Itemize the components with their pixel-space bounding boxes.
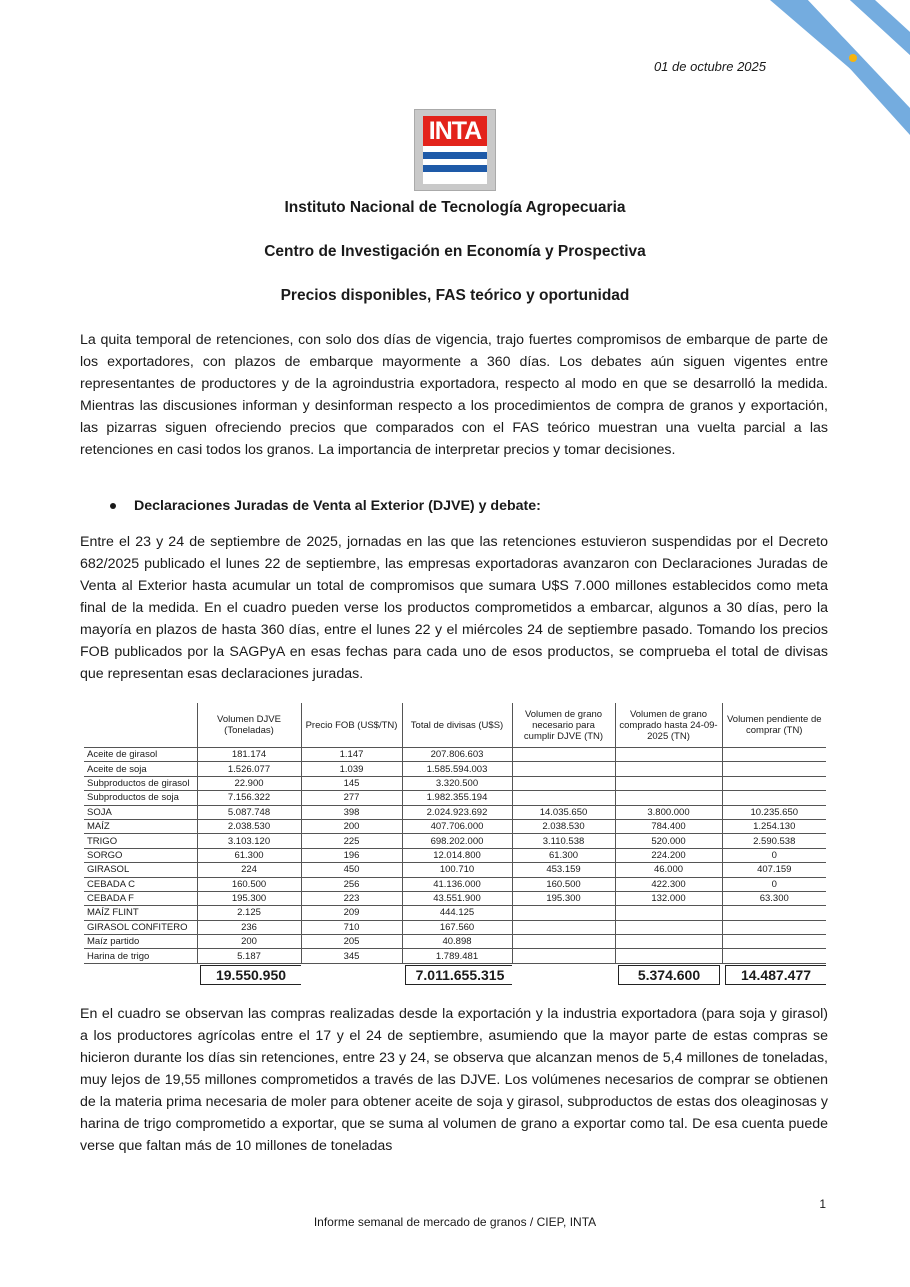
table-cell: [512, 920, 615, 934]
logo-text: INTA: [423, 116, 487, 146]
table-cell: 1.039: [301, 762, 402, 776]
table-cell: 196: [301, 848, 402, 862]
table-cell: [722, 776, 826, 790]
table-cell: [722, 748, 826, 762]
table-cell: 14.035.650: [512, 805, 615, 819]
table-cell: 422.300: [615, 877, 722, 891]
table-cell: 398: [301, 805, 402, 819]
table-cell: [512, 935, 615, 949]
table-cell: 132.000: [615, 891, 722, 905]
table-cell: [512, 949, 615, 963]
table-cell: [512, 776, 615, 790]
center-title: Centro de Investigación en Economía y Prospectiva: [264, 243, 646, 260]
row-label: GIRASOL: [84, 863, 197, 877]
table-cell: 5.187: [197, 949, 301, 963]
row-label: MAÍZ FLINT: [84, 906, 197, 920]
page-number: 1: [819, 1197, 826, 1211]
table-cell: 100.710: [402, 863, 512, 877]
table-row: [84, 834, 826, 848]
table-cell: [615, 791, 722, 805]
table-row: [84, 863, 826, 877]
table-cell: 3.103.120: [197, 834, 301, 848]
table-cell: 40.898: [402, 935, 512, 949]
table-cell: 2.590.538: [722, 834, 826, 848]
table-cell: 205: [301, 935, 402, 949]
row-label: SOJA: [84, 805, 197, 819]
report-date: 01 de octubre 2025: [653, 59, 766, 74]
table-row: [84, 776, 826, 790]
table-cell: [615, 748, 722, 762]
row-label: Harina de trigo: [84, 949, 197, 963]
table-cell: [722, 762, 826, 776]
table-cell: [722, 949, 826, 963]
row-label: Subproductos de girasol: [84, 776, 197, 790]
header-cell: Precio FOB (US$/TN): [301, 703, 402, 748]
header-cell: Total de divisas (U$S): [402, 703, 512, 748]
table-cell: 10.235.650: [722, 805, 826, 819]
table-row: [84, 805, 826, 819]
totals-row: [84, 963, 826, 986]
table-cell: [615, 920, 722, 934]
table-cell: 224: [197, 863, 301, 877]
total-volume: 19.550.950: [200, 965, 301, 985]
table-cell: 41.136.000: [402, 877, 512, 891]
row-label: SORGO: [84, 848, 197, 862]
total-pending: 14.487.477: [725, 965, 826, 985]
section-bullet: [110, 498, 541, 514]
table-cell: [615, 906, 722, 920]
table-cell: 167.560: [402, 920, 512, 934]
table-cell: [512, 762, 615, 776]
table-cell: 236: [197, 920, 301, 934]
table-cell: [615, 935, 722, 949]
row-label: Aceite de soja: [84, 762, 197, 776]
table-cell: [615, 776, 722, 790]
header-cell: Volumen DJVE (Toneladas): [197, 703, 301, 748]
table-cell: 224.200: [615, 848, 722, 862]
table-row: [84, 819, 826, 833]
table-cell: 209: [301, 906, 402, 920]
table-cell: 2.038.530: [197, 819, 301, 833]
table-cell: 520.000: [615, 834, 722, 848]
table-cell: [615, 949, 722, 963]
table-cell: 223: [301, 891, 402, 905]
table-cell: 145: [301, 776, 402, 790]
table-cell: 12.014.800: [402, 848, 512, 862]
table-cell: 200: [301, 819, 402, 833]
header-cell: Volumen pendiente de comprar (TN): [722, 703, 826, 748]
table-cell: [512, 906, 615, 920]
table-cell: [722, 920, 826, 934]
header-cell: Volumen de grano comprado hasta 24-09-2025 (TN): [615, 703, 722, 748]
header-cell: Volumen de grano necesario para cumplir DJVE (TN): [512, 703, 615, 748]
djve-paragraph: Entre el 23 y 24 de septiembre de 2025, jornadas en las que las retenciones estuvieron suspendidas por el Decreto 682/2025 publicado el lunes 22 de septiembre, las empresas exportadoras avanzaron con Declaraciones Juradas de Venta al Exterior hasta acumular un total de compromisos que sumara U$S 7.000 millones establecidos como meta final de la medida. En el cuadro pueden verse los productos comprometidos a embarcar, algunos a 30 días, pero la mayoría en plazos de hasta 360 días, entre el lunes 22 y el miércoles 24 de septiembre pasado. Tomando los precios FOB publicados por la SAGPyA en esas fechas para cada uno de esos productos, se comprueba el total de divisas que representan esas declaraciones juradas.: [80, 534, 828, 682]
table-cell: 3.320.500: [402, 776, 512, 790]
page-footer: Informe semanal de mercado de granos / CIEP, INTA: [313, 1215, 597, 1229]
table-cell: 710: [301, 920, 402, 934]
argentina-flag-ribbon: [760, 0, 910, 160]
table-row: [84, 935, 826, 949]
table-cell: 5.087.748: [197, 805, 301, 819]
table-cell: 2.024.923.692: [402, 805, 512, 819]
intro-paragraph: La quita temporal de retenciones, con solo dos días de vigencia, trajo fuertes compromisos de embarque de parte de los exportadores, con plazos de embarque mayormente a 360 días. Los debates aún siguen vigentes entre representantes de productores y de la agroindustria exportadora, respecto al modo en que se desarrolló la medida. Mientras las discusiones informan y desinforman respecto a los procedimientos de compra de granos y exportación, las pizarras siguen ofreciendo precios que comparados con el FAS teórico muestran una vuelta parcial a las retenciones en casi todos los granos. La importancia de interpretar precios y tomar decisiones.: [80, 332, 828, 458]
table-cell: 1.526.077: [197, 762, 301, 776]
total-bought: 5.374.600: [618, 965, 720, 985]
row-label: GIRASOL CONFITERO: [84, 920, 197, 934]
table-row: [84, 920, 826, 934]
djve-table: [84, 703, 826, 986]
table-row: [84, 949, 826, 963]
table-cell: 46.000: [615, 863, 722, 877]
institute-title: Instituto Nacional de Tecnología Agropecuaria: [284, 199, 626, 216]
analysis-paragraph: En el cuadro se observan las compras realizadas desde la exportación y la industria exportadora (para soja y girasol) a los productores agrícolas entre el 17 y el 24 de septiembre, asumiendo que la mayor parte de estas compras se hicieron durante los días sin retenciones, entre 23 y 24, se observa que alcanzan menos de 5,4 millones de toneladas, muy lejos de 19,55 millones comprometidos a través de las DJVE. Los volúmenes necesarios de comprar se obtienen de la materia prima necesaria de moler para obtener aceite de soja y girasol, subproductos de estas dos oleaginosas y harina de trigo comprometido a exportar, que se suma al volumen de grano a exportar como tal. De esa cuenta puede verse que faltan más de 10 millones de toneladas: [80, 1006, 828, 1154]
table-row: [84, 791, 826, 805]
table-cell: 3.110.538: [512, 834, 615, 848]
table-cell: 195.300: [512, 891, 615, 905]
header-cell: [84, 703, 197, 748]
row-label: Maíz partido: [84, 935, 197, 949]
sun-icon: [849, 54, 857, 62]
table-cell: 1.254.130: [722, 819, 826, 833]
table-cell: 225: [301, 834, 402, 848]
table-cell: 784.400: [615, 819, 722, 833]
table-row: [84, 748, 826, 762]
table-cell: 0: [722, 877, 826, 891]
table-cell: 1.147: [301, 748, 402, 762]
table-cell: 277: [301, 791, 402, 805]
table-cell: 444.125: [402, 906, 512, 920]
table-row: [84, 906, 826, 920]
table-cell: 256: [301, 877, 402, 891]
table-row: [84, 877, 826, 891]
table-cell: [512, 791, 615, 805]
table-cell: 61.300: [197, 848, 301, 862]
row-label: Aceite de girasol: [84, 748, 197, 762]
table-row: [84, 848, 826, 862]
table-cell: 407.159: [722, 863, 826, 877]
row-label: MAÍZ: [84, 819, 197, 833]
section-heading: Declaraciones Juradas de Venta al Exterior (DJVE) y debate:: [134, 498, 541, 514]
inta-logo: [414, 109, 496, 191]
table-cell: 1.982.355.194: [402, 791, 512, 805]
table-cell: 22.900: [197, 776, 301, 790]
table-cell: 200: [197, 935, 301, 949]
table-cell: 2.038.530: [512, 819, 615, 833]
table-cell: 407.706.000: [402, 819, 512, 833]
bullet-dot-icon: [110, 503, 116, 509]
report-title: Precios disponibles, FAS teórico y oportunidad: [280, 287, 630, 304]
table-row: [84, 891, 826, 905]
table-cell: 1.585.594.003: [402, 762, 512, 776]
table-cell: 195.300: [197, 891, 301, 905]
row-label: CEBADA F: [84, 891, 197, 905]
table-row: [84, 762, 826, 776]
table-cell: 181.174: [197, 748, 301, 762]
table-cell: 7.156.322: [197, 791, 301, 805]
row-label: CEBADA C: [84, 877, 197, 891]
table-cell: [722, 791, 826, 805]
table-cell: [722, 906, 826, 920]
table-cell: 698.202.000: [402, 834, 512, 848]
table-cell: 207.806.603: [402, 748, 512, 762]
row-label: TRIGO: [84, 834, 197, 848]
table-cell: 3.800.000: [615, 805, 722, 819]
table-cell: 2.125: [197, 906, 301, 920]
table-cell: [512, 748, 615, 762]
table-cell: 450: [301, 863, 402, 877]
table-cell: 160.500: [197, 877, 301, 891]
row-label: Subproductos de soja: [84, 791, 197, 805]
table-cell: [722, 935, 826, 949]
table-cell: 345: [301, 949, 402, 963]
total-divisas: 7.011.655.315: [405, 965, 512, 985]
table-cell: 160.500: [512, 877, 615, 891]
table-cell: 453.159: [512, 863, 615, 877]
table-cell: [615, 762, 722, 776]
table-cell: 43.551.900: [402, 891, 512, 905]
table-cell: 61.300: [512, 848, 615, 862]
table-cell: 1.789.481: [402, 949, 512, 963]
table-cell: 63.300: [722, 891, 826, 905]
table-header-row: [84, 703, 826, 748]
table-cell: 0: [722, 848, 826, 862]
